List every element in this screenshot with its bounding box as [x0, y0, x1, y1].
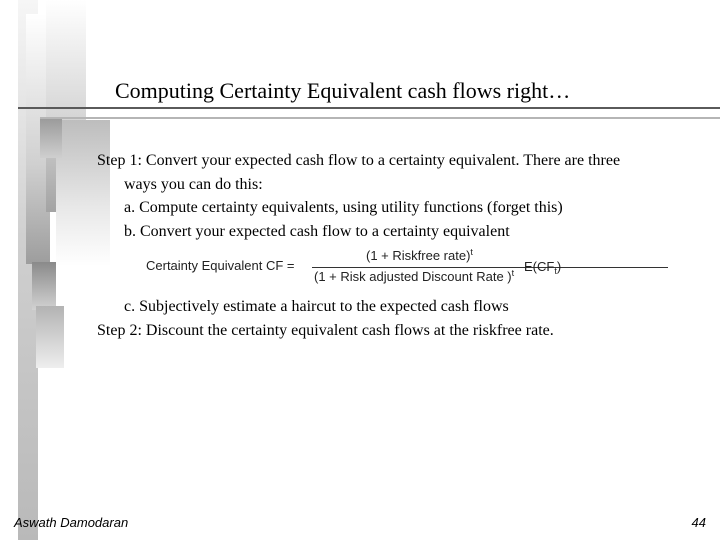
- formula-fraction-bar: [312, 267, 668, 268]
- certainty-equivalent-formula: [146, 246, 576, 286]
- option-b: b. Convert your expected cash flow to a certainty equivalent: [124, 222, 510, 240]
- option-a: a. Compute certainty equivalents, using utility functions (forget this): [124, 199, 563, 216]
- formula-lhs: [146, 258, 295, 273]
- step-1-text: Step 1: Convert your expected cash flow to a certainty equivalent. There are three: [97, 152, 621, 169]
- formula-rhs-text: E(CF: [524, 259, 555, 274]
- formula-rhs-close: ): [556, 259, 562, 274]
- formula-rhs-subscript: t: [554, 266, 557, 276]
- option-c: c. Subjectively estimate a haircut to the expected cash flows: [124, 298, 509, 315]
- decorative-bar: [36, 306, 64, 368]
- formula-equals: =: [286, 258, 295, 273]
- formula-denominator-exponent: t: [511, 268, 515, 278]
- decorative-bar: [32, 262, 56, 310]
- step-1-continuation: ways you can do this:: [124, 175, 263, 193]
- formula-denominator-text: (1 + Risk adjusted Discount Rate ): [314, 269, 512, 284]
- footer-author: Aswath Damodaran: [14, 515, 129, 530]
- page-number: 44: [691, 515, 706, 530]
- step-2-text: Step 2: Discount the certainty equivalent cash flows at the riskfree rate.: [97, 321, 554, 339]
- formula-lhs-label: Certainty Equivalent CF: [146, 258, 284, 273]
- formula-numerator: [366, 248, 473, 263]
- slide-title: Computing Certainty Equivalent cash flows right…: [115, 78, 571, 103]
- title-divider: [18, 107, 720, 109]
- formula-numerator-exponent: t: [470, 247, 473, 257]
- formula-rhs: [524, 259, 561, 274]
- formula-numerator-text: (1 + Riskfree rate): [366, 248, 471, 263]
- title-divider-secondary: [40, 117, 720, 119]
- decorative-bar: [40, 118, 62, 158]
- formula-denominator: [314, 269, 514, 284]
